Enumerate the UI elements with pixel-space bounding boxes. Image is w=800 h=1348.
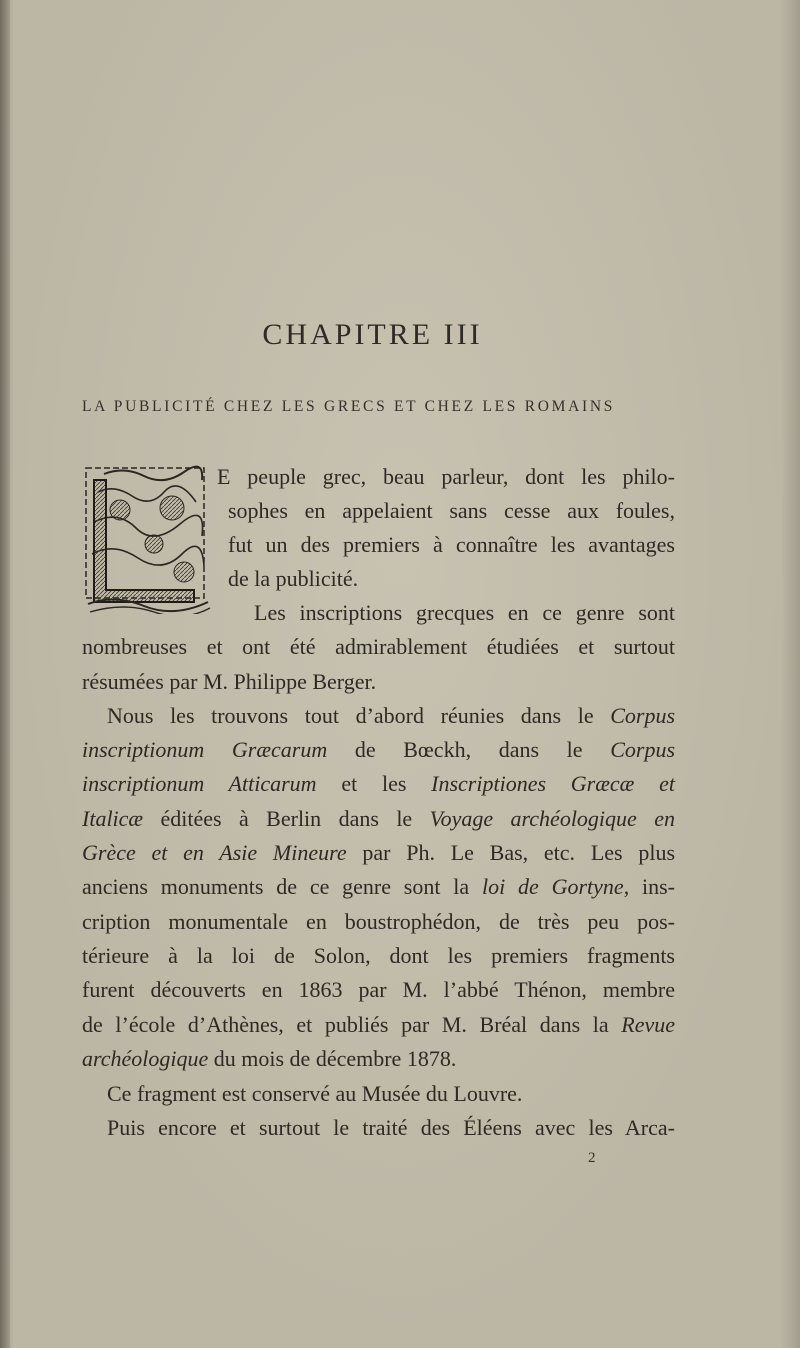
text-line xyxy=(107,1114,675,1142)
drop-cap-ornament xyxy=(84,462,212,614)
text-line xyxy=(82,873,675,901)
text-segment: fut un des premiers à connaître les avantages xyxy=(228,532,675,557)
text-segment: E peuple grec, beau parleur, dont les philo- xyxy=(217,464,675,489)
chapter-title: CHAPITRE III xyxy=(262,318,483,351)
italic-text: Grèce et en Asie Mineure xyxy=(82,840,347,865)
text-segment: de l’école d’Athènes, et publiés par M. Bréal dans la xyxy=(82,1012,622,1037)
text-line xyxy=(228,565,358,593)
text-line xyxy=(82,908,675,936)
text-line xyxy=(82,1011,675,1039)
text-line xyxy=(107,1080,522,1108)
text-line xyxy=(254,599,675,627)
text-segment: anciens monuments de ce genre sont la xyxy=(82,874,482,899)
text-line xyxy=(82,1045,456,1073)
text-segment: Ce fragment est conservé au Musée du Louvre. xyxy=(107,1081,523,1106)
text-segment: , ins- xyxy=(623,874,675,899)
text-segment: de la publicité. xyxy=(228,566,359,591)
text-segment: éditées à Berlin dans le xyxy=(143,806,430,831)
italic-text: inscriptionum Græcarum xyxy=(82,737,328,762)
text-segment: térieure à la loi de Solon, dont les premiers fragments xyxy=(82,943,675,968)
text-segment: Puis encore et surtout le traité des Éléens avec les Arca- xyxy=(107,1115,675,1140)
italic-text: Corpus xyxy=(610,703,675,728)
text-line xyxy=(82,770,675,798)
text-segment: du mois de décembre 1878. xyxy=(208,1046,457,1071)
text-line xyxy=(82,839,675,867)
italic-text: Corpus xyxy=(610,737,675,762)
text-segment: Nous les trouvons tout d’abord réunies dans le xyxy=(107,703,611,728)
italic-text: loi de Gortyne xyxy=(481,874,624,899)
text-line xyxy=(82,668,376,696)
italic-text: Revue xyxy=(621,1012,675,1037)
italic-text: Italicæ xyxy=(82,806,144,831)
text-line xyxy=(82,805,675,833)
drop-cap-initial xyxy=(84,462,212,614)
text-line xyxy=(82,736,675,764)
italic-text: archéologique xyxy=(82,1046,209,1071)
chapter-subtitle: LA PUBLICITÉ CHEZ LES GRECS ET CHEZ LES ROMAINS xyxy=(82,398,616,415)
text-segment: Les inscriptions grecques en ce genre sont xyxy=(254,600,675,625)
page-edge xyxy=(0,0,10,1348)
text-segment: furent découverts en 1863 par M. l’abbé Thénon, membre xyxy=(82,977,675,1002)
text-segment: nombreuses et ont été admirablement étudiées et surtout xyxy=(82,634,675,659)
text-line xyxy=(228,531,675,559)
text-segment: sophes en appelaient sans cesse aux foules, xyxy=(228,498,675,523)
text-line xyxy=(82,633,675,661)
text-line xyxy=(217,463,675,491)
text-segment: par Ph. Le Bas, etc. Les plus xyxy=(346,840,676,865)
italic-text: inscriptionum Atticarum xyxy=(82,771,317,796)
text-line xyxy=(82,942,675,970)
text-segment: de Bœckh, dans le xyxy=(327,737,611,762)
italic-text: Inscriptiones Græcæ et xyxy=(431,771,675,796)
italic-text: Voyage archéologique en xyxy=(429,806,675,831)
text-line xyxy=(228,497,675,525)
text-segment: cription monumentale en boustrophédon, de très peu pos- xyxy=(82,909,675,934)
text-segment: résumées par M. Philippe Berger. xyxy=(82,669,377,694)
text-segment: et les xyxy=(316,771,432,796)
text-line xyxy=(107,702,675,730)
text-line xyxy=(82,976,675,1004)
page-number: 2 xyxy=(588,1150,596,1166)
